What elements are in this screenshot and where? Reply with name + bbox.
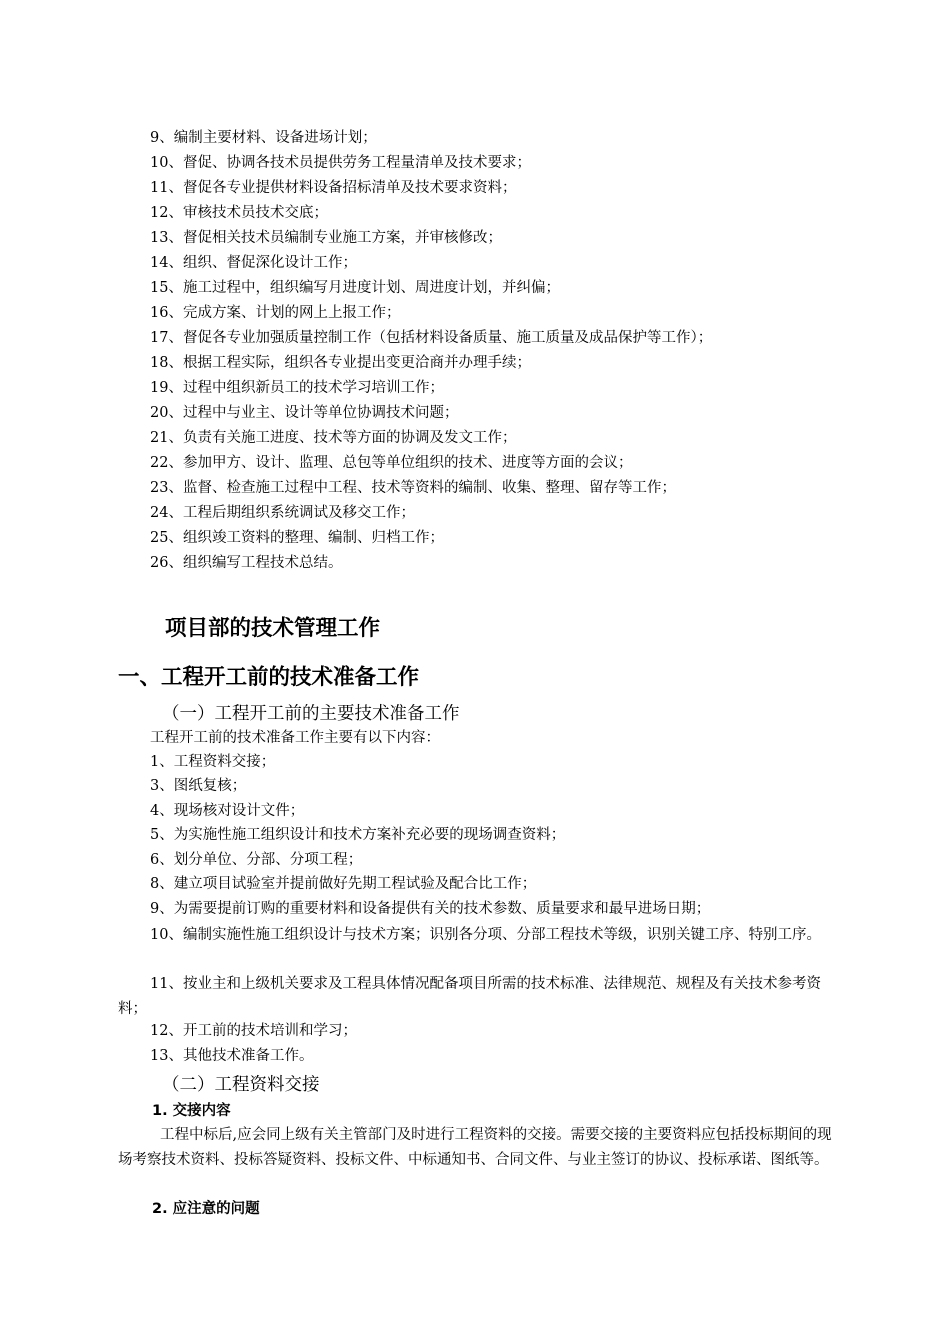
list-item: 26、组织编写工程技术总结。 — [150, 555, 343, 571]
subsection-heading: （一）工程开工前的主要技术准备工作 — [162, 704, 460, 724]
point-heading: 1. 交接内容 — [152, 1103, 231, 1119]
list-item: 4、现场核对设计文件； — [150, 803, 305, 819]
subsection-heading: （二）工程资料交接 — [162, 1075, 320, 1095]
list-item: 18、根据工程实际，组织各专业提出变更洽商并办理手续； — [150, 355, 531, 371]
list-item: 11、督促各专业提供材料设备招标清单及技术要求资料； — [150, 180, 517, 196]
section-title: 项目部的技术管理工作 — [165, 616, 381, 641]
list-item: 5、为实施性施工组织设计和技术方案补充必要的现场调查资料； — [150, 827, 566, 843]
list-item-wrapped: 11、按业主和上级机关要求及工程具体情况配备项目所需的技术标准、法律规范、规程及有关技术参考资料； — [118, 976, 821, 1017]
section-heading: 一、工程开工前的技术准备工作 — [118, 665, 420, 690]
list-item: 14、组织、督促深化设计工作； — [150, 255, 357, 271]
list-item: 6、划分单位、分部、分项工程； — [150, 852, 363, 868]
list-item: 17、督促各专业加强质量控制工作（包括材料设备质量、施工质量及成品保护等工作）； — [150, 330, 713, 346]
list-item: 13、督促相关技术员编制专业施工方案，并审核修改； — [150, 230, 502, 246]
list-item: 24、工程后期组织系统调试及移交工作； — [150, 505, 415, 521]
list-item: 3、图纸复核； — [150, 778, 247, 794]
list-item: 23、监督、检查施工过程中工程、技术等资料的编制、收集、整理、留存等工作； — [150, 480, 676, 496]
list-item: 9、编制主要材料、设备进场计划； — [150, 130, 377, 146]
list-item: 15、施工过程中，组织编写月进度计划、周进度计划，并纠偏； — [150, 280, 560, 296]
list-item: 22、参加甲方、设计、监理、总包等单位组织的技术、进度等方面的会议； — [150, 455, 633, 471]
list-item: 20、过程中与业主、设计等单位协调技术问题； — [150, 405, 459, 421]
list-item: 12、审核技术员技术交底； — [150, 205, 328, 221]
list-item: 12、开工前的技术培训和学习； — [150, 1023, 357, 1039]
list-item: 21、负责有关施工进度、技术等方面的协调及发文工作； — [150, 430, 517, 446]
list-item: 1、工程资料交接； — [150, 754, 276, 770]
list-item: 8、建立项目试验室并提前做好先期工程试验及配合比工作； — [150, 876, 537, 892]
list-item: 19、过程中组织新员工的技术学习培训工作； — [150, 380, 444, 396]
list-item: 10、督促、协调各技术员提供劳务工程量清单及技术要求； — [150, 155, 531, 171]
intro-text: 工程开工前的技术准备工作主要有以下内容： — [150, 730, 440, 746]
list-item: 16、完成方案、计划的网上上报工作； — [150, 305, 401, 321]
list-item: 9、为需要提前订购的重要材料和设备提供有关的技术参数、质量要求和最早进场日期； — [150, 901, 711, 917]
point-heading: 2. 应注意的问题 — [152, 1201, 260, 1217]
list-item: 25、组织竣工资料的整理、编制、归档工作； — [150, 530, 444, 546]
list-item-wrapped: 10、编制实施性施工组织设计与技术方案；识别各分项、分部工程技术等级，识别关键工序、特别工序。 — [150, 927, 821, 943]
list-item: 13、其他技术准备工作。 — [150, 1048, 314, 1064]
paragraph: 工程中标后,应会同上级有关主管部门及时进行工程资料的交接。需要交接的主要资料应包括投标期间的现场考察技术资料、投标答疑资料、投标文件、中标通知书、合同文件、与业主签订的协议、投标承诺、图纸等。 — [118, 1127, 832, 1168]
